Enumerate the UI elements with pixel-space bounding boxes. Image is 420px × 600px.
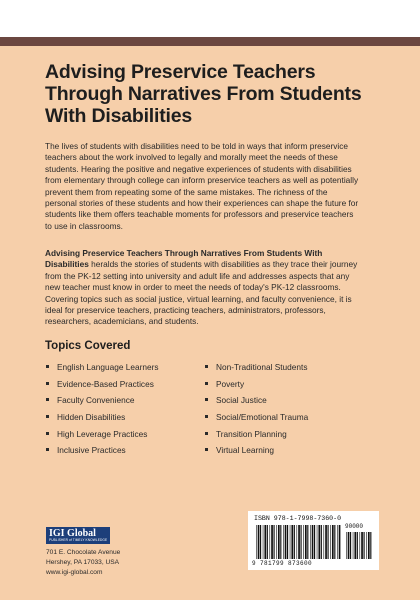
isbn-number: ISBN 978-1-7998-7360-0 (254, 515, 342, 522)
topic-label: Evidence-Based Practices (57, 378, 154, 389)
summary-lead-title: Advising Preservice Teachers Through Narratives From Students With Disabilities (45, 248, 323, 270)
barcode-addon-icon (346, 532, 373, 559)
topic-item (45, 445, 158, 462)
topic-item (45, 412, 158, 429)
publisher-logo-name: IGI Global (49, 528, 96, 539)
bullet-icon (205, 382, 208, 385)
topics-heading: Topics Covered (45, 340, 131, 352)
topic-label: Social/Emotional Trauma (216, 412, 309, 423)
topic-label: Inclusive Practices (57, 445, 126, 456)
barcode-main-icon (256, 525, 342, 559)
topic-item (204, 379, 308, 396)
topic-label: High Leverage Practices (57, 428, 148, 439)
bullet-icon (46, 415, 49, 418)
bullet-icon (46, 365, 49, 368)
barcode-addon-number: 90000 (345, 523, 364, 530)
bullet-icon (46, 432, 49, 435)
topic-label: Hidden Disabilities (57, 412, 126, 423)
topic-item (204, 429, 308, 446)
address-city: Hershey, PA 17033, USA (46, 559, 120, 566)
topics-list-left (45, 362, 158, 462)
publisher-website: www.igi-global.com (46, 569, 103, 576)
topic-label: English Language Learners (57, 362, 159, 372)
address-street: 701 E. Chocolate Avenue (46, 549, 121, 556)
bullet-icon (46, 398, 49, 401)
topic-item (45, 395, 158, 412)
topic-label: Non-Traditional Students (216, 362, 308, 372)
topic-label: Transition Planning (216, 428, 287, 439)
top-margin (0, 0, 420, 40)
publisher-logo (46, 527, 110, 544)
topic-label: Virtual Learning (216, 445, 274, 456)
book-title: Advising Preservice Teachers Through Narratives From Students With Disabilities (45, 61, 362, 127)
topic-item (204, 362, 308, 379)
bullet-icon (205, 415, 208, 418)
bullet-icon (46, 448, 49, 451)
topic-label: Poverty (216, 378, 245, 389)
bullet-icon (205, 432, 208, 435)
summary-body: heralds the stories of students with disabilities as they trace their journey from the PK-12 setting into university and adult life and addresses aspects that any new teacher must know in order to meet the needs of today's PK-12 classrooms. Covering topics such as social justice, virtual learning, and faculty convenience, it is ideal for preservice teachers, practicing teachers, administrators, professors, researchers, academicians, and students. (45, 259, 358, 327)
topic-item (45, 429, 158, 446)
topic-item (204, 445, 308, 462)
topic-item (45, 362, 158, 379)
publisher-logo-tagline: PUBLISHER of TIMELY KNOWLEDGE (49, 538, 108, 542)
topics-list-right (204, 362, 308, 462)
bullet-icon (46, 382, 49, 385)
bullet-icon (205, 365, 208, 368)
topic-label: Social Justice (216, 395, 267, 406)
topic-label: Faculty Convenience (57, 395, 135, 406)
summary-paragraph (45, 248, 360, 328)
bullet-icon (205, 398, 208, 401)
topic-item (204, 395, 308, 412)
topic-item (45, 379, 158, 396)
top-stripe (0, 37, 420, 46)
isbn-barcode-box (248, 511, 379, 570)
publisher-address (46, 548, 120, 578)
topic-item (204, 412, 308, 429)
barcode-digits: 9 781799 873600 (252, 560, 313, 567)
bullet-icon (205, 448, 208, 451)
description-paragraph: The lives of students with disabilities need to be told in ways that inform preservice teachers about the work involved to legally and morally meet the needs of these students. Hearing the positive and negative experiences of students with disabilities from elementary through college can inform preservice teachers as well as potentially prevent them from repeating some of the same mistakes. The richness of the personal stories of these students and how their experiences can shape the future for students like them offers teachable moments for professors and preservice teachers to use in classrooms. (45, 141, 359, 231)
